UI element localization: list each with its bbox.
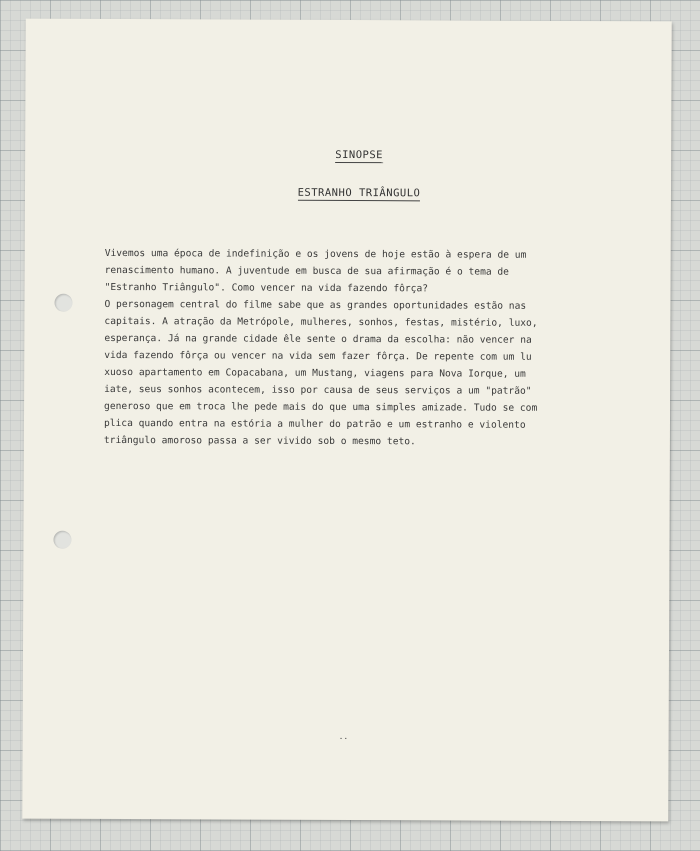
text-line: generoso que em troca lhe pede mais do que uma simples amizade. Tudo se com [104,400,538,414]
text-line: capitais. A atração da Metrópole, mulheres, sonhos, festas, mistério, luxo, [104,315,538,329]
text-line: renascimento humano. A juventude em busca de sua afirmação é o tema de [104,264,509,278]
document-page [22,19,671,822]
text-line: xuoso apartamento em Copacabana, um Mustang, viagens para Nova Iorque, um [104,366,526,380]
text-line: plica quando entra na estória a mulher do patrão e um estranho e violento [103,417,526,431]
punch-hole-bottom [53,531,71,549]
text-line: Vivemos uma época de indefinição e os jovens de hoje estão à espera de um [104,247,527,261]
punch-hole-top [54,294,72,312]
document-heading [47,148,671,163]
text-line: "Estranho Triângulo". Como vencer na vida fazendo fôrça? [104,281,429,295]
text-line: vida fazendo fôrça ou vencer na vida sem fazer fôrça. De repente com um lu [104,349,532,363]
heading-text: SINOPSE [335,148,384,162]
synopsis-body [104,245,585,451]
document-subtitle [47,186,671,201]
text-line: triângulo amoroso passa a ser vivido sob o mesmo teto. [103,434,416,448]
footer-mark: .. [338,731,349,742]
text-line: O personagem central do filme sabe que as grandes oportunidades estão nas [104,298,527,312]
text-line: iate, seus sonhos acontecem, isso por causa de seus serviços a um "patrão" [104,383,532,397]
subtitle-text: ESTRANHO TRIÂNGULO [297,186,421,200]
text-line: esperança. Já na grande cidade êle sente o drama da escolha: não vencer na [104,332,532,346]
